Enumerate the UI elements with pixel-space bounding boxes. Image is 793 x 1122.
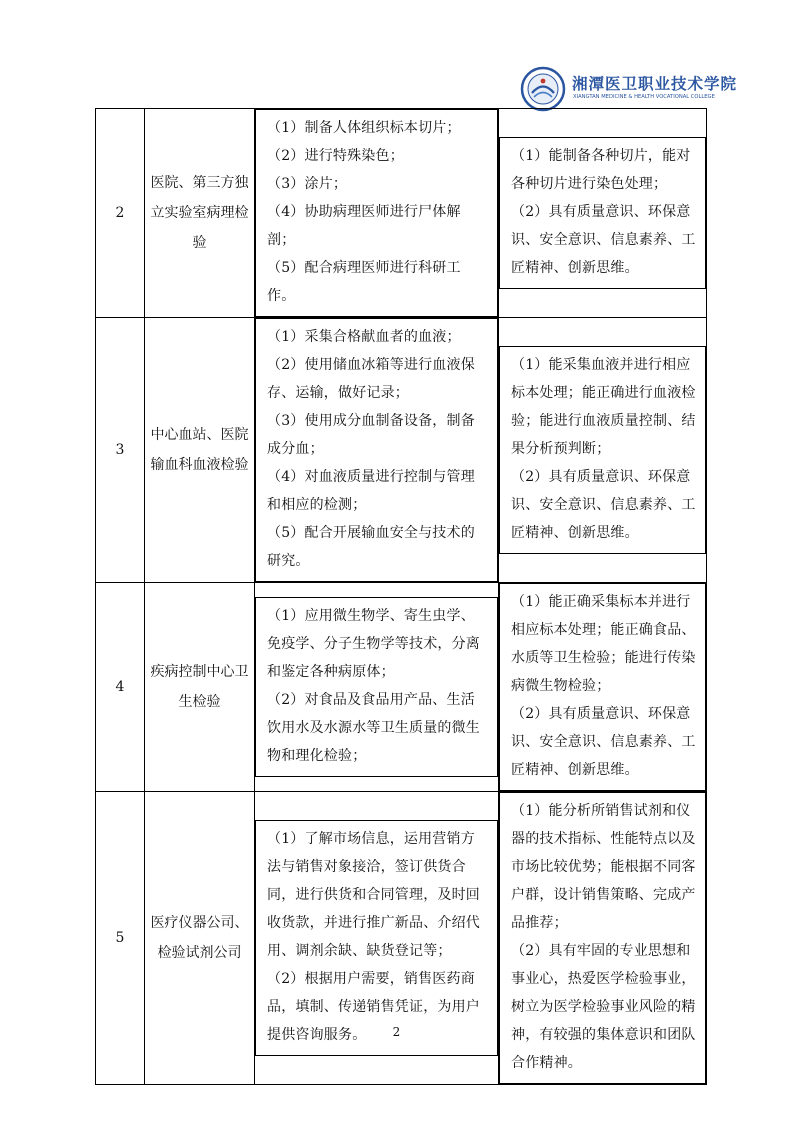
college-logo: [520, 66, 738, 112]
ability-box: [499, 137, 706, 289]
list-item: （2）具有牢固的专业思想和事业心，热爱医学检验事业，树立为医学检验事业风险的精神，有较强的集体意识和团队合作精神。: [511, 943, 696, 1071]
list-item: （5）配合病理医师进行科研工作。: [267, 260, 461, 304]
list-item: （1）制备人体组织标本切片；: [267, 120, 461, 136]
ability-cell: [499, 318, 707, 583]
list-item: （2）对食品及食品用产品、生活饮用水及水源水等卫生质量的微生物和理化检验；: [267, 692, 480, 764]
work-cell: [255, 792, 499, 1085]
list-item: （5）配合开展输血安全与技术的研究。: [267, 525, 475, 569]
post-cell: 中心血站、医院输血科血液检验: [145, 318, 255, 583]
work-box: [255, 318, 498, 582]
ability-cell: [499, 109, 707, 318]
table-row: [96, 318, 707, 583]
list-item: （1）能分析所销售试剂和仪器的技术指标、性能特点以及市场比较优势；能根据不同客户群，设计销售策略、完成产品推荐；: [511, 803, 696, 931]
list-item: （1）能采集血液并进行相应标本处理；能正确进行血液检验；能进行血液质量控制、结果分析预判断；: [511, 357, 696, 457]
list-item: （2）进行特殊染色；: [267, 148, 404, 164]
ability-box: [499, 583, 706, 791]
ability-box: [499, 792, 706, 1084]
list-item: （4）对血液质量进行控制与管理和相应的检测；: [267, 469, 475, 513]
table-row: [96, 792, 707, 1085]
work-cell: [255, 109, 499, 318]
work-box: [255, 109, 498, 317]
row-number: 4: [96, 583, 145, 792]
post-cell: 医疗仪器公司、检验试剂公司: [145, 792, 255, 1085]
row-number: 5: [96, 792, 145, 1085]
table-row: [96, 109, 707, 318]
ability-box: [499, 346, 706, 554]
list-item: （1）了解市场信息，运用营销方法与销售对象接洽，签订供货合同，进行供货和合同管理，及时回收货款，并进行推广新品、介绍代用、调剂余缺、缺货登记等；: [267, 831, 480, 959]
work-cell: [255, 583, 499, 792]
work-cell: [255, 318, 499, 583]
school-name: 湘潭医卫职业技术学院: [572, 74, 738, 93]
list-item: （3）使用成分血制备设备，制备成分血；: [267, 413, 475, 457]
row-number: 2: [96, 109, 145, 318]
college-emblem-icon: [520, 66, 566, 112]
work-box: [255, 820, 498, 1056]
page-number: 2: [392, 1025, 401, 1039]
list-item: （2）具有质量意识、环保意识、安全意识、信息素养、工匠精神、创新思维。: [511, 469, 696, 541]
job-table: [95, 108, 707, 1085]
list-item: （1）采集合格献血者的血液；: [267, 329, 461, 345]
list-item: （2）使用储血冰箱等进行血液保存、运输，做好记录；: [267, 357, 475, 401]
list-item: （1）能正确采集标本并进行相应标本处理；能正确食品、水质等卫生检验；能进行传染病微生物检验；: [511, 594, 696, 694]
list-item: （2）具有质量意识、环保意识、安全意识、信息素养、工匠精神、创新思维。: [511, 706, 696, 778]
work-box: [255, 597, 498, 777]
list-item: （2）具有质量意识、环保意识、安全意识、信息素养、工匠精神、创新思维。: [511, 204, 696, 276]
row-number: 3: [96, 318, 145, 583]
ability-cell: [499, 792, 707, 1085]
post-cell: 医院、第三方独立实验室病理检验: [145, 109, 255, 318]
post-cell: 疾病控制中心卫生检验: [145, 583, 255, 792]
list-item: （2）根据用户需要，销售医药商品，填制、传递销售凭证，为用户提供咨询服务。: [267, 971, 480, 1043]
ability-cell: [499, 583, 707, 792]
table-row: [96, 583, 707, 792]
school-name-en: XIANGTAN MEDICINE & HEALTH VOCATIONAL COLLEGE: [573, 94, 715, 100]
list-item: （1）能制备各种切片，能对各种切片进行染色处理；: [511, 148, 691, 192]
list-item: （3）涂片；: [267, 176, 348, 192]
list-item: （1）应用微生物学、寄生虫学、免疫学、分子生物学等技术，分离和鉴定各种病原体；: [267, 608, 480, 680]
list-item: （4）协助病理医师进行尸体解剖；: [267, 204, 461, 248]
